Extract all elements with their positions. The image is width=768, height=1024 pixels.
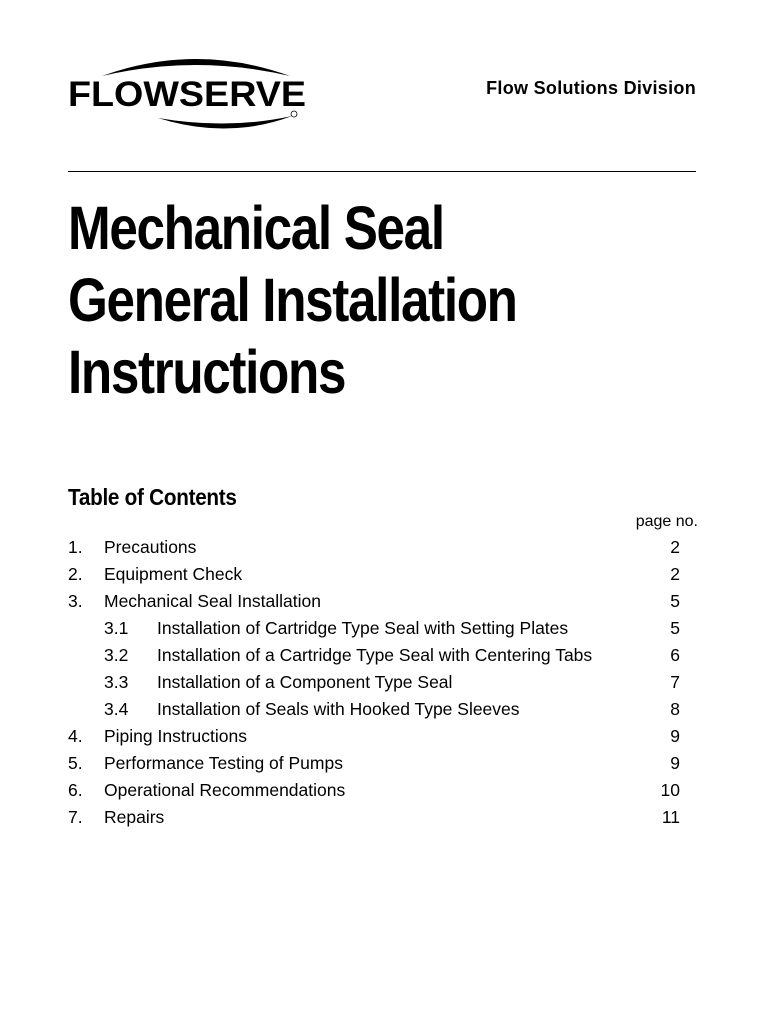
toc-entry-page: 7 bbox=[670, 672, 680, 692]
toc-entry-number: 1. bbox=[68, 537, 83, 557]
toc-entry bbox=[68, 723, 680, 750]
toc-entry-number: 3.1 bbox=[104, 618, 129, 638]
toc-entry-label: Installation of Cartridge Type Seal with Setting Plates bbox=[157, 618, 569, 638]
toc-entry-number: 2. bbox=[68, 564, 83, 584]
logo-wordmark: FLOWSERVE bbox=[68, 75, 306, 114]
toc-heading: Table of Contents bbox=[68, 484, 237, 510]
toc-entry-page: 11 bbox=[661, 807, 680, 827]
toc-entry-page: 5 bbox=[670, 618, 680, 638]
logo-upper-swoosh bbox=[102, 59, 290, 76]
toc-entry-label: Precautions bbox=[104, 537, 197, 557]
toc-entry-label: Installation of Seals with Hooked Type Sleeves bbox=[157, 699, 520, 719]
logo-lower-swoosh bbox=[158, 116, 292, 129]
toc-entry-label: Equipment Check bbox=[104, 564, 243, 584]
toc-entry bbox=[68, 561, 680, 588]
toc-entry-page: 5 bbox=[670, 591, 680, 611]
division-name: Flow Solutions Division bbox=[486, 78, 696, 98]
toc-entry-number: 3.4 bbox=[104, 699, 129, 719]
document-title bbox=[68, 192, 606, 408]
toc-entry-number: 3. bbox=[68, 591, 83, 611]
toc-entry-page: 6 bbox=[670, 645, 680, 665]
toc-entry-label: Installation of a Component Type Seal bbox=[157, 672, 453, 692]
toc-entry-label: Mechanical Seal Installation bbox=[104, 591, 321, 611]
toc-entry bbox=[68, 777, 680, 804]
table-of-contents bbox=[68, 534, 680, 831]
toc-entry-page: 2 bbox=[670, 537, 680, 557]
document-title-line-3: Instructions bbox=[68, 338, 346, 406]
toc-entry-label: Operational Recommendations bbox=[104, 780, 346, 800]
toc-entry-label: Piping Instructions bbox=[104, 726, 247, 746]
toc-entry bbox=[68, 804, 680, 831]
toc-entry-number: 4. bbox=[68, 726, 83, 746]
toc-entry-number: 3.2 bbox=[104, 645, 129, 665]
toc-entry-number: 7. bbox=[68, 807, 83, 827]
toc-entry-label: Installation of a Cartridge Type Seal with Centering Tabs bbox=[157, 645, 593, 665]
flowserve-logo bbox=[68, 56, 308, 134]
toc-subentry bbox=[68, 615, 680, 642]
header-divider bbox=[68, 171, 696, 172]
toc-entry-page: 2 bbox=[670, 564, 680, 584]
toc-entry bbox=[68, 750, 680, 777]
document-title-line-2: General Installation bbox=[68, 266, 517, 334]
toc-entry-number: 5. bbox=[68, 753, 83, 773]
toc-entry-number: 3.3 bbox=[104, 672, 129, 692]
toc-page-column-label: page no. bbox=[635, 513, 698, 530]
toc-entry-label: Performance Testing of Pumps bbox=[104, 753, 343, 773]
toc-subentry bbox=[68, 642, 680, 669]
toc-entry-page: 9 bbox=[670, 726, 680, 746]
toc-entry bbox=[68, 588, 680, 615]
toc-entry-label: Repairs bbox=[104, 807, 165, 827]
toc-subentry bbox=[68, 696, 680, 723]
toc-entry-page: 10 bbox=[660, 780, 680, 800]
toc-entry-page: 9 bbox=[670, 753, 680, 773]
toc-entry-page: 8 bbox=[670, 699, 680, 719]
toc-entry-number: 6. bbox=[68, 780, 83, 800]
toc-entry bbox=[68, 534, 680, 561]
toc-subentry bbox=[68, 669, 680, 696]
flowserve-logo-graphic bbox=[68, 56, 308, 134]
document-title-line-1: Mechanical Seal bbox=[68, 194, 444, 262]
